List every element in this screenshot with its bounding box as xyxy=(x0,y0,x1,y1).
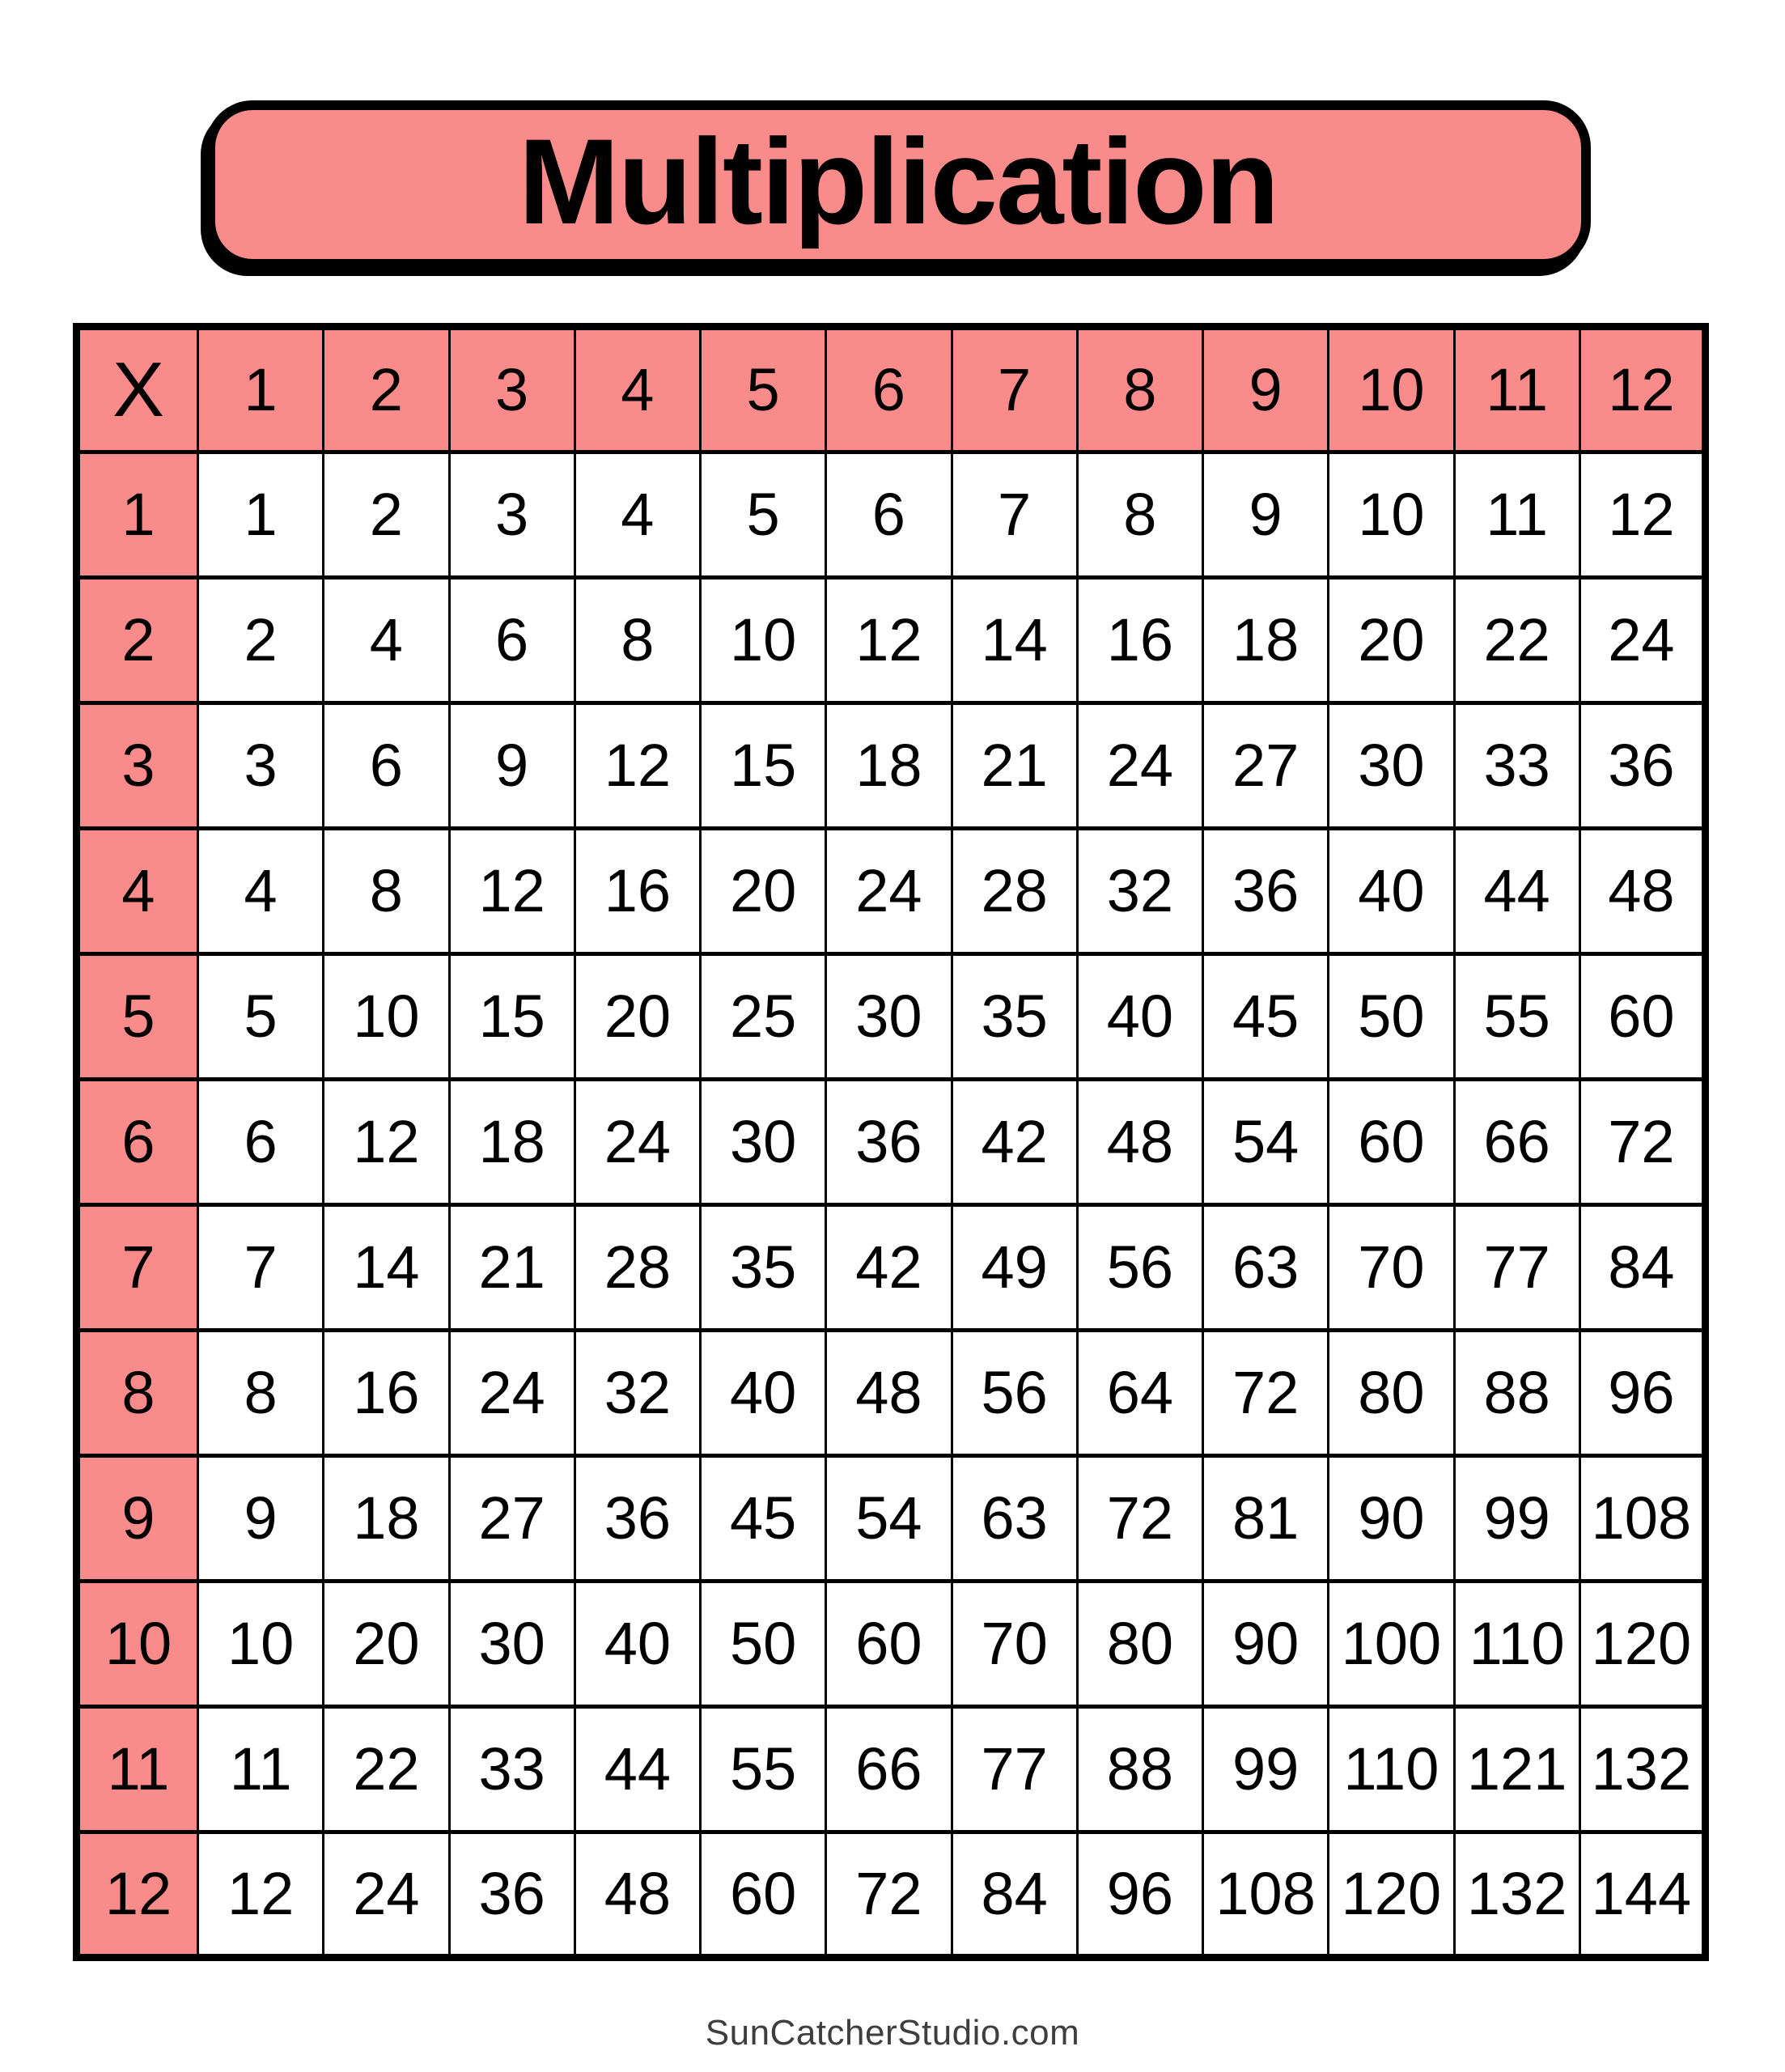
product-cell-5x9: 45 xyxy=(1203,954,1329,1080)
product-cell-10x1: 10 xyxy=(198,1582,324,1707)
product-cell-4x1: 4 xyxy=(198,829,324,954)
table-row-7 xyxy=(77,1205,1706,1331)
product-cell-7x6: 42 xyxy=(826,1205,952,1331)
product-cell-9x11: 99 xyxy=(1454,1456,1579,1582)
product-cell-8x10: 80 xyxy=(1329,1331,1454,1456)
product-cell-12x10: 120 xyxy=(1329,1832,1454,1958)
product-cell-11x4: 44 xyxy=(575,1707,700,1832)
product-cell-1x11: 11 xyxy=(1454,452,1579,578)
product-cell-4x6: 24 xyxy=(826,829,952,954)
row-header-5: 5 xyxy=(77,954,198,1080)
product-cell-7x7: 49 xyxy=(952,1205,1077,1331)
product-cell-12x12: 144 xyxy=(1579,1832,1705,1958)
product-cell-3x9: 27 xyxy=(1203,703,1329,829)
product-cell-5x8: 40 xyxy=(1077,954,1202,1080)
product-cell-1x6: 6 xyxy=(826,452,952,578)
table-row-5 xyxy=(77,954,1706,1080)
column-header-6: 6 xyxy=(826,327,952,452)
row-header-10: 10 xyxy=(77,1582,198,1707)
product-cell-6x3: 18 xyxy=(449,1080,575,1205)
product-cell-2x7: 14 xyxy=(952,578,1077,703)
product-cell-10x10: 100 xyxy=(1329,1582,1454,1707)
footer-watermark: SunCatcherStudio.com xyxy=(705,2013,1080,2053)
product-cell-5x5: 25 xyxy=(701,954,826,1080)
product-cell-2x3: 6 xyxy=(449,578,575,703)
product-cell-4x8: 32 xyxy=(1077,829,1202,954)
product-cell-8x3: 24 xyxy=(449,1331,575,1456)
product-cell-11x11: 121 xyxy=(1454,1707,1579,1832)
product-cell-4x9: 36 xyxy=(1203,829,1329,954)
product-cell-11x1: 11 xyxy=(198,1707,324,1832)
product-cell-1x9: 9 xyxy=(1203,452,1329,578)
product-cell-12x2: 24 xyxy=(324,1832,449,1958)
product-cell-5x4: 20 xyxy=(575,954,700,1080)
product-cell-6x9: 54 xyxy=(1203,1080,1329,1205)
row-header-7: 7 xyxy=(77,1205,198,1331)
row-header-2: 2 xyxy=(77,578,198,703)
table-row-1 xyxy=(77,452,1706,578)
product-cell-4x5: 20 xyxy=(701,829,826,954)
product-cell-2x9: 18 xyxy=(1203,578,1329,703)
product-cell-12x9: 108 xyxy=(1203,1832,1329,1958)
product-cell-2x8: 16 xyxy=(1077,578,1202,703)
product-cell-7x11: 77 xyxy=(1454,1205,1579,1331)
product-cell-3x12: 36 xyxy=(1579,703,1705,829)
product-cell-8x9: 72 xyxy=(1203,1331,1329,1456)
product-cell-3x5: 15 xyxy=(701,703,826,829)
product-cell-3x2: 6 xyxy=(324,703,449,829)
product-cell-5x11: 55 xyxy=(1454,954,1579,1080)
product-cell-11x10: 110 xyxy=(1329,1707,1454,1832)
product-cell-5x10: 50 xyxy=(1329,954,1454,1080)
product-cell-9x5: 45 xyxy=(701,1456,826,1582)
table-row-9 xyxy=(77,1456,1706,1582)
product-cell-12x6: 72 xyxy=(826,1832,952,1958)
product-cell-11x9: 99 xyxy=(1203,1707,1329,1832)
product-cell-7x2: 14 xyxy=(324,1205,449,1331)
product-cell-6x8: 48 xyxy=(1077,1080,1202,1205)
table-row-8 xyxy=(77,1331,1706,1456)
product-cell-7x4: 28 xyxy=(575,1205,700,1331)
product-cell-10x8: 80 xyxy=(1077,1582,1202,1707)
product-cell-6x11: 66 xyxy=(1454,1080,1579,1205)
product-cell-10x6: 60 xyxy=(826,1582,952,1707)
product-cell-3x8: 24 xyxy=(1077,703,1202,829)
product-cell-6x1: 6 xyxy=(198,1080,324,1205)
product-cell-8x12: 96 xyxy=(1579,1331,1705,1456)
product-cell-7x9: 63 xyxy=(1203,1205,1329,1331)
column-header-1: 1 xyxy=(198,327,324,452)
column-header-2: 2 xyxy=(324,327,449,452)
product-cell-12x7: 84 xyxy=(952,1832,1077,1958)
product-cell-3x7: 21 xyxy=(952,703,1077,829)
product-cell-7x1: 7 xyxy=(198,1205,324,1331)
table-row-12 xyxy=(77,1832,1706,1958)
row-header-11: 11 xyxy=(77,1707,198,1832)
product-cell-8x7: 56 xyxy=(952,1331,1077,1456)
product-cell-9x1: 9 xyxy=(198,1456,324,1582)
product-cell-5x3: 15 xyxy=(449,954,575,1080)
product-cell-9x9: 81 xyxy=(1203,1456,1329,1582)
title-banner xyxy=(206,100,1591,269)
product-cell-9x12: 108 xyxy=(1579,1456,1705,1582)
column-header-7: 7 xyxy=(952,327,1077,452)
product-cell-10x4: 40 xyxy=(575,1582,700,1707)
product-cell-4x7: 28 xyxy=(952,829,1077,954)
product-cell-6x10: 60 xyxy=(1329,1080,1454,1205)
product-cell-6x4: 24 xyxy=(575,1080,700,1205)
product-cell-9x6: 54 xyxy=(826,1456,952,1582)
product-cell-9x3: 27 xyxy=(449,1456,575,1582)
product-cell-2x12: 24 xyxy=(1579,578,1705,703)
table-row-3 xyxy=(77,703,1706,829)
product-cell-12x5: 60 xyxy=(701,1832,826,1958)
table-row-2 xyxy=(77,578,1706,703)
product-cell-10x2: 20 xyxy=(324,1582,449,1707)
column-header-5: 5 xyxy=(701,327,826,452)
product-cell-3x10: 30 xyxy=(1329,703,1454,829)
column-header-12: 12 xyxy=(1579,327,1705,452)
column-header-3: 3 xyxy=(449,327,575,452)
product-cell-4x2: 8 xyxy=(324,829,449,954)
column-header-9: 9 xyxy=(1203,327,1329,452)
table-corner-label: X xyxy=(77,327,198,452)
product-cell-8x8: 64 xyxy=(1077,1331,1202,1456)
product-cell-3x3: 9 xyxy=(449,703,575,829)
product-cell-11x6: 66 xyxy=(826,1707,952,1832)
product-cell-11x2: 22 xyxy=(324,1707,449,1832)
product-cell-10x3: 30 xyxy=(449,1582,575,1707)
product-cell-2x10: 20 xyxy=(1329,578,1454,703)
product-cell-12x8: 96 xyxy=(1077,1832,1202,1958)
product-cell-2x4: 8 xyxy=(575,578,700,703)
product-cell-7x3: 21 xyxy=(449,1205,575,1331)
product-cell-1x8: 8 xyxy=(1077,452,1202,578)
product-cell-4x10: 40 xyxy=(1329,829,1454,954)
product-cell-5x12: 60 xyxy=(1579,954,1705,1080)
product-cell-11x12: 132 xyxy=(1579,1707,1705,1832)
product-cell-11x5: 55 xyxy=(701,1707,826,1832)
product-cell-12x11: 132 xyxy=(1454,1832,1579,1958)
product-cell-2x11: 22 xyxy=(1454,578,1579,703)
product-cell-8x2: 16 xyxy=(324,1331,449,1456)
product-cell-6x12: 72 xyxy=(1579,1080,1705,1205)
product-cell-10x5: 50 xyxy=(701,1582,826,1707)
product-cell-6x6: 36 xyxy=(826,1080,952,1205)
product-cell-10x11: 110 xyxy=(1454,1582,1579,1707)
table-body xyxy=(77,452,1706,1958)
multiplication-table xyxy=(73,323,1709,1961)
product-cell-3x6: 18 xyxy=(826,703,952,829)
product-cell-7x5: 35 xyxy=(701,1205,826,1331)
product-cell-3x4: 12 xyxy=(575,703,700,829)
product-cell-7x12: 84 xyxy=(1579,1205,1705,1331)
product-cell-6x7: 42 xyxy=(952,1080,1077,1205)
product-cell-5x7: 35 xyxy=(952,954,1077,1080)
product-cell-5x2: 10 xyxy=(324,954,449,1080)
product-cell-10x9: 90 xyxy=(1203,1582,1329,1707)
product-cell-3x1: 3 xyxy=(198,703,324,829)
product-cell-8x5: 40 xyxy=(701,1331,826,1456)
product-cell-11x3: 33 xyxy=(449,1707,575,1832)
column-header-11: 11 xyxy=(1454,327,1579,452)
row-header-9: 9 xyxy=(77,1456,198,1582)
product-cell-4x11: 44 xyxy=(1454,829,1579,954)
product-cell-9x2: 18 xyxy=(324,1456,449,1582)
product-cell-5x1: 5 xyxy=(198,954,324,1080)
product-cell-5x6: 30 xyxy=(826,954,952,1080)
product-cell-6x5: 30 xyxy=(701,1080,826,1205)
product-cell-9x4: 36 xyxy=(575,1456,700,1582)
table-row-4 xyxy=(77,829,1706,954)
column-header-10: 10 xyxy=(1329,327,1454,452)
product-cell-1x10: 10 xyxy=(1329,452,1454,578)
product-cell-1x2: 2 xyxy=(324,452,449,578)
product-cell-4x3: 12 xyxy=(449,829,575,954)
page-title: Multiplication xyxy=(518,113,1278,249)
product-cell-9x10: 90 xyxy=(1329,1456,1454,1582)
product-cell-10x7: 70 xyxy=(952,1582,1077,1707)
product-cell-1x12: 12 xyxy=(1579,452,1705,578)
product-cell-7x10: 70 xyxy=(1329,1205,1454,1331)
row-header-1: 1 xyxy=(77,452,198,578)
table-header-row xyxy=(77,327,1706,452)
row-header-3: 3 xyxy=(77,703,198,829)
product-cell-11x8: 88 xyxy=(1077,1707,1202,1832)
product-cell-2x5: 10 xyxy=(701,578,826,703)
header-row xyxy=(77,327,1706,452)
product-cell-9x7: 63 xyxy=(952,1456,1077,1582)
table-row-10 xyxy=(77,1582,1706,1707)
product-cell-10x12: 120 xyxy=(1579,1582,1705,1707)
column-header-8: 8 xyxy=(1077,327,1202,452)
product-cell-1x3: 3 xyxy=(449,452,575,578)
table-row-6 xyxy=(77,1080,1706,1205)
row-header-12: 12 xyxy=(77,1832,198,1958)
product-cell-8x6: 48 xyxy=(826,1331,952,1456)
product-cell-11x7: 77 xyxy=(952,1707,1077,1832)
product-cell-2x2: 4 xyxy=(324,578,449,703)
product-cell-8x4: 32 xyxy=(575,1331,700,1456)
product-cell-6x2: 12 xyxy=(324,1080,449,1205)
product-cell-4x12: 48 xyxy=(1579,829,1705,954)
row-header-8: 8 xyxy=(77,1331,198,1456)
product-cell-4x4: 16 xyxy=(575,829,700,954)
product-cell-1x7: 7 xyxy=(952,452,1077,578)
product-cell-12x1: 12 xyxy=(198,1832,324,1958)
product-cell-8x11: 88 xyxy=(1454,1331,1579,1456)
row-header-4: 4 xyxy=(77,829,198,954)
product-cell-12x3: 36 xyxy=(449,1832,575,1958)
table-row-11 xyxy=(77,1707,1706,1832)
product-cell-1x4: 4 xyxy=(575,452,700,578)
product-cell-12x4: 48 xyxy=(575,1832,700,1958)
product-cell-1x1: 1 xyxy=(198,452,324,578)
product-cell-7x8: 56 xyxy=(1077,1205,1202,1331)
product-cell-8x1: 8 xyxy=(198,1331,324,1456)
product-cell-2x6: 12 xyxy=(826,578,952,703)
product-cell-3x11: 33 xyxy=(1454,703,1579,829)
product-cell-1x5: 5 xyxy=(701,452,826,578)
product-cell-9x8: 72 xyxy=(1077,1456,1202,1582)
product-cell-2x1: 2 xyxy=(198,578,324,703)
row-header-6: 6 xyxy=(77,1080,198,1205)
column-header-4: 4 xyxy=(575,327,700,452)
